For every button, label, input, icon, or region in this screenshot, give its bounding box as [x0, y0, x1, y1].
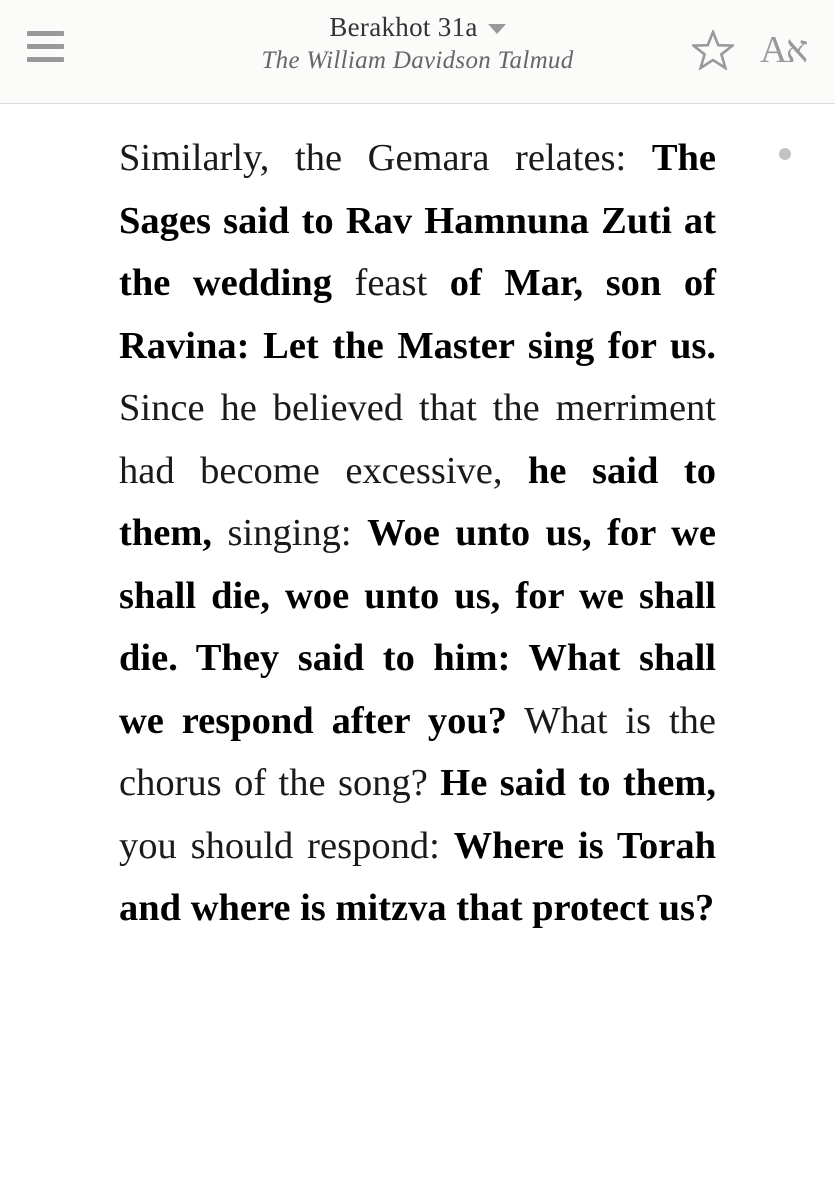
- segment-marker-dot: [779, 148, 791, 160]
- commentary-run: singing:: [212, 512, 368, 554]
- bold-translation-run: he said to them,: [119, 449, 716, 554]
- bold-translation-run: Where is Torah and where is mitzva that protect us?: [119, 824, 716, 929]
- caret-down-icon[interactable]: [488, 24, 506, 34]
- ref-selector[interactable]: [329, 12, 505, 43]
- commentary-run: Similarly, the Gemara relates:: [119, 137, 652, 179]
- bold-translation-run: Woe unto us, for we shall die, woe unto us, for we shall die. They said to him: What shall we respond after you?: [119, 512, 716, 742]
- version-title[interactable]: The William Davidson Talmud: [261, 47, 574, 74]
- commentary-run: Since he believed that the merriment had become excessive,: [119, 387, 716, 492]
- top-bar: [0, 0, 835, 104]
- bold-translation-run: of Mar, son of Ravina: Let the Master sing for us.: [119, 262, 716, 367]
- ref-title[interactable]: Berakhot 31a: [329, 12, 478, 42]
- text-segment[interactable]: [119, 127, 716, 940]
- text-panel: [119, 127, 716, 940]
- commentary-run: you should respond:: [119, 824, 454, 867]
- commentary-run: What is the chorus of the song?: [119, 699, 716, 804]
- star-icon[interactable]: [692, 30, 734, 70]
- language-toggle-icon[interactable]: Aא: [760, 29, 807, 71]
- bold-translation-run: He said to them,: [440, 762, 716, 804]
- commentary-run: feast: [331, 262, 450, 304]
- bold-translation-run: The Sages said to Rav Hamnuna Zuti at the wedding: [119, 137, 716, 304]
